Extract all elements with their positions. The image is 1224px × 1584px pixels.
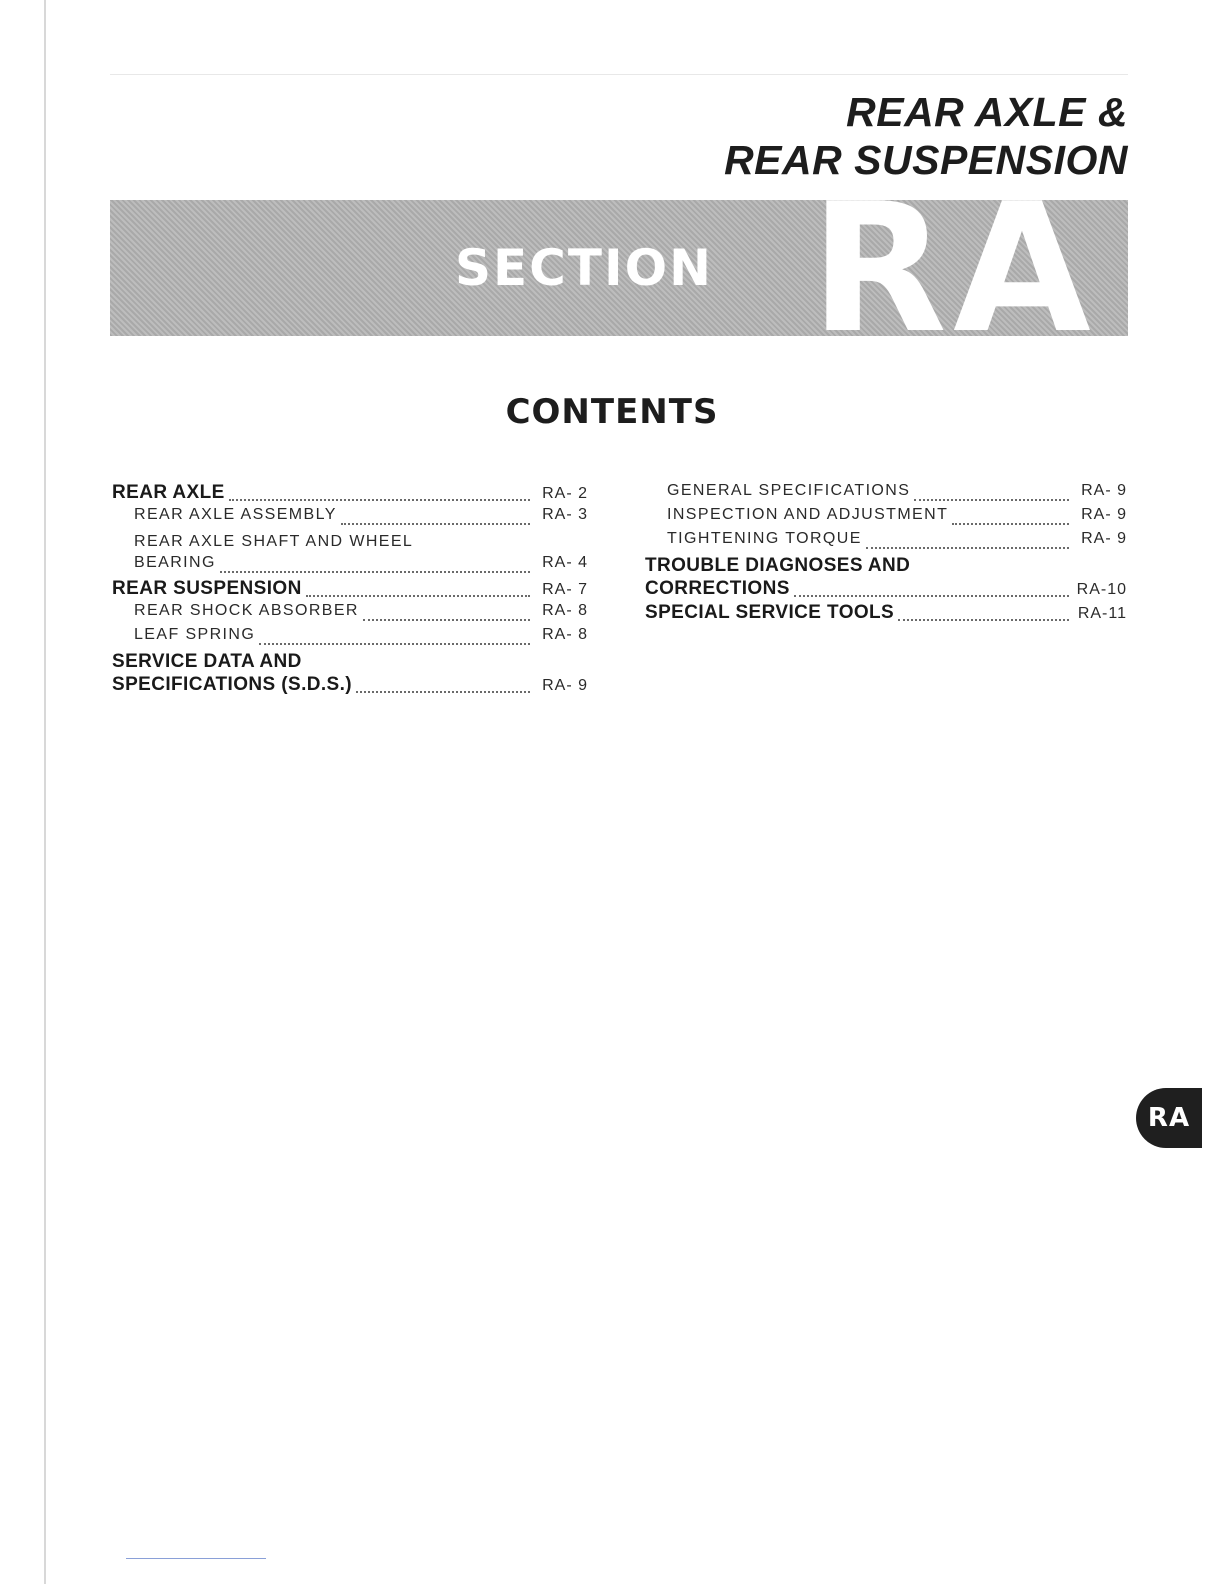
leader-dots [898,619,1069,621]
leader-dots [363,619,530,621]
toc-entry-rear-suspension[interactable] [112,578,588,602]
toc-entry-label: TIGHTENING TORQUE [667,530,862,547]
leader-dots [306,595,530,597]
toc-left-column [112,482,588,698]
toc-entry-label: SPECIAL SERVICE TOOLS [645,602,895,623]
toc-entry-label: SPECIFICATIONS (S.D.S.) [112,674,353,695]
toc-entry-label: BEARING [134,554,216,571]
toc-page-number: RA- 3 [542,506,588,523]
page-spine-edge [44,0,46,1584]
toc-entry-inspection-adjustment[interactable] [645,506,1127,530]
banner-section-word: SECTION [455,239,713,297]
toc-page-number: RA-11 [1077,605,1127,622]
leader-dots [259,643,530,645]
toc-entry-label: REAR SHOCK ABSORBER [134,602,359,619]
toc-page-number: RA- 9 [1081,506,1127,523]
leader-dots [356,691,530,693]
page-title [724,88,1128,184]
toc-entry-sds-line1[interactable]: SERVICE DATA AND [112,651,302,672]
toc-page-number: RA- 4 [542,554,588,571]
toc-entry-rear-axle-shaft-line1[interactable]: REAR AXLE SHAFT AND WHEEL [134,533,414,550]
toc-entry-label: REAR AXLE [112,482,225,503]
toc-entry-trouble-line2[interactable] [645,578,1127,602]
toc-page-number: RA- 8 [542,626,588,643]
leader-dots [914,499,1069,501]
toc-page-number: RA- 8 [542,602,588,619]
toc-entry-rear-axle-assembly[interactable] [112,506,588,530]
leader-dots [341,523,530,525]
contents-heading: CONTENTS [505,392,719,432]
toc-page-number: RA- 2 [542,485,588,502]
banner-section-code: RA [810,200,1097,336]
leader-dots [952,523,1069,525]
leader-dots [229,499,530,501]
footer-rule [126,1558,266,1559]
toc-entry-trouble-line1[interactable]: TROUBLE DIAGNOSES AND [645,555,911,576]
toc-page-number: RA-10 [1076,581,1127,598]
title-line-1: REAR AXLE & [846,89,1128,135]
toc-entry-label: INSPECTION AND ADJUSTMENT [667,506,949,523]
toc-entry-rear-axle[interactable] [112,482,588,506]
toc-entry-tightening-torque[interactable] [645,530,1127,554]
toc-entry-label: REAR SUSPENSION [112,578,302,599]
toc-page-number: RA- 9 [542,677,588,694]
toc-entry-label: CORRECTIONS [645,578,790,599]
toc-entry-label: GENERAL SPECIFICATIONS [667,482,911,499]
leader-dots [794,595,1069,597]
section-banner [110,200,1128,336]
leader-dots [866,547,1069,549]
toc-entry-label: REAR AXLE ASSEMBLY [134,506,337,523]
toc-entry-label: LEAF SPRING [134,626,256,643]
toc-entry-rear-axle-shaft-line2[interactable] [112,554,588,578]
bleed-through-rule [110,74,1128,75]
toc-entry-leaf-spring[interactable] [112,626,588,650]
toc-entry-rear-shock-absorber[interactable] [112,602,588,626]
toc-right-column [645,482,1127,626]
section-thumb-tab: RA [1136,1088,1202,1148]
toc-entry-special-service-tools[interactable] [645,602,1127,626]
title-line-2: REAR SUSPENSION [724,137,1128,183]
toc-page-number: RA- 7 [542,581,588,598]
toc-entry-sds-line2[interactable] [112,674,588,698]
leader-dots [220,571,530,573]
toc-page-number: RA- 9 [1081,530,1127,547]
toc-page-number: RA- 9 [1081,482,1127,499]
toc-entry-general-specifications[interactable] [645,482,1127,506]
